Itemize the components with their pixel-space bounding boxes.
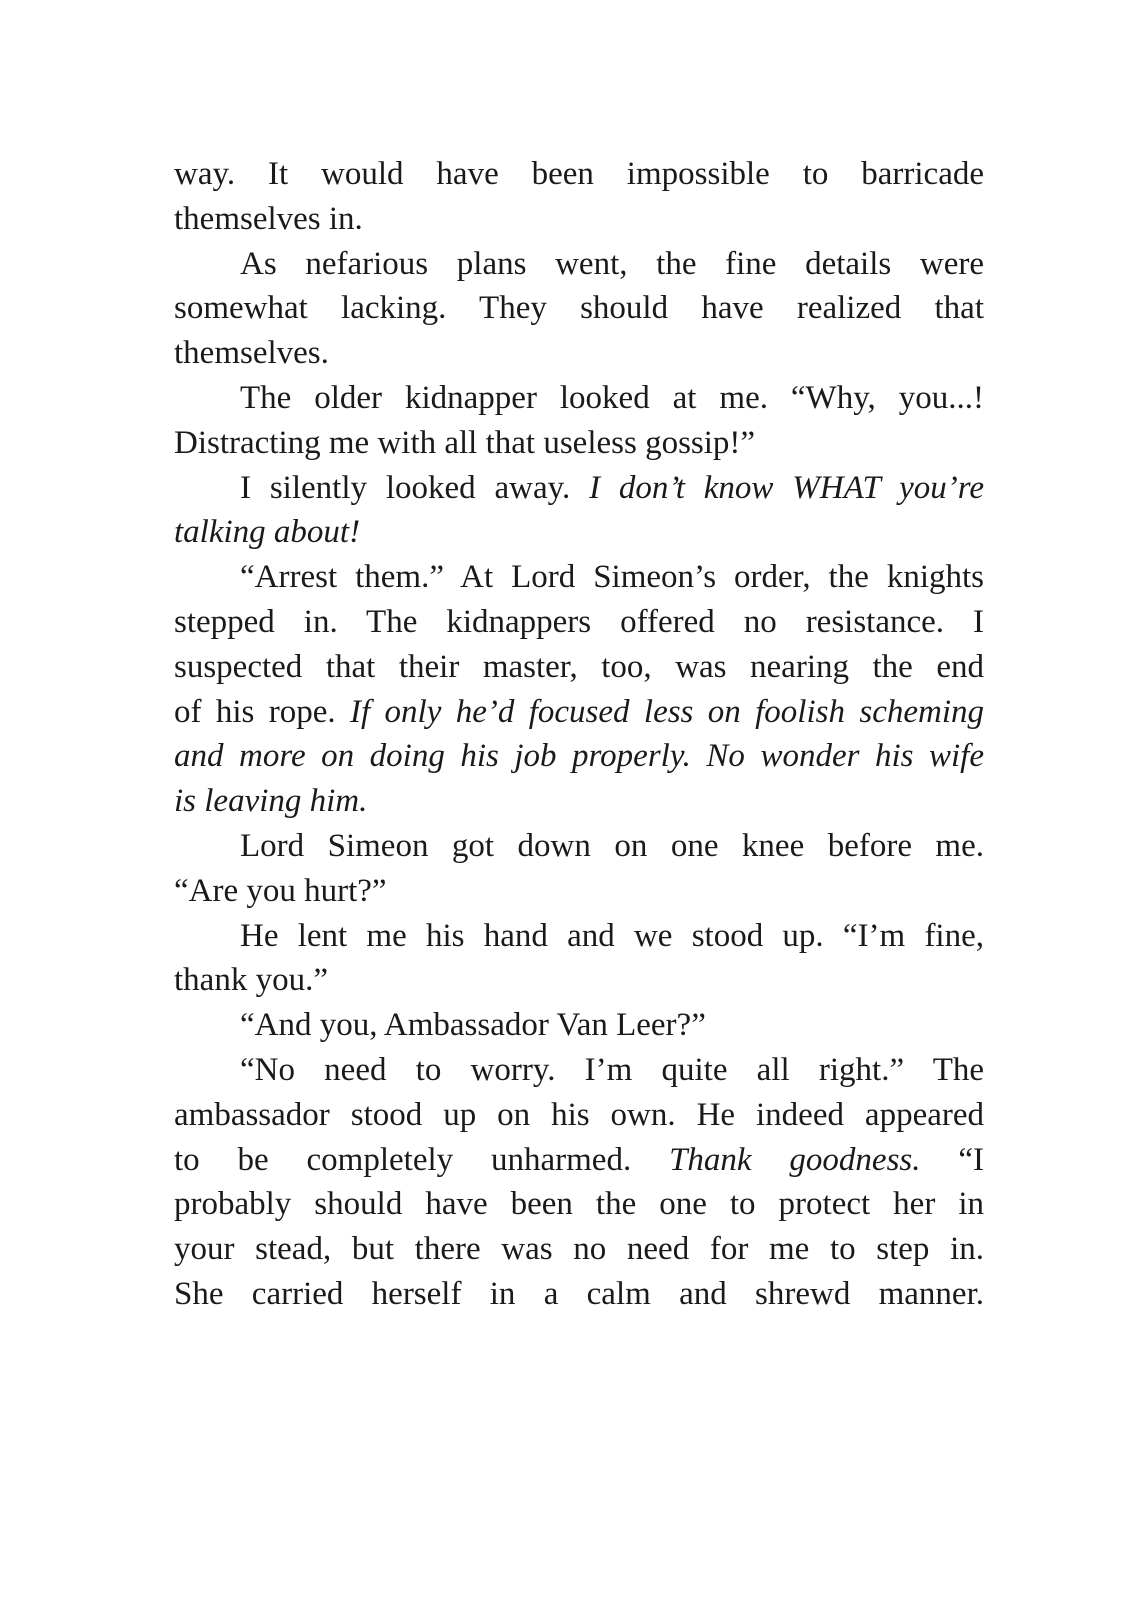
text-line xyxy=(174,242,984,287)
text-line xyxy=(174,555,984,600)
text-segment: your stead, but there was no need for me to step in. xyxy=(174,1231,984,1268)
italic-text-segment: talking about! xyxy=(174,514,361,551)
text-line xyxy=(174,1182,984,1227)
text-segment: stepped in. The kidnappers offered no resistance. I xyxy=(174,603,984,640)
text-segment: “I xyxy=(920,1141,984,1178)
text-line xyxy=(174,734,984,779)
text-line xyxy=(174,1227,984,1272)
text-segment: themselves. xyxy=(174,335,329,372)
text-segment: The older kidnapper looked at me. “Why, you...! xyxy=(240,379,984,416)
text-segment: I silently looked away. xyxy=(240,469,590,506)
text-segment: She carried herself in a calm and shrewd manner. xyxy=(174,1275,984,1312)
text-line xyxy=(174,1048,984,1093)
text-line xyxy=(174,958,984,1003)
text-line xyxy=(174,1138,984,1183)
text-line xyxy=(174,376,984,421)
text-line xyxy=(174,286,984,331)
text-segment: suspected that their master, too, was nearing the end xyxy=(174,648,984,685)
text-line xyxy=(174,869,984,914)
italic-text-segment: and more on doing his job properly. No wonder his wife xyxy=(174,738,984,775)
text-line xyxy=(174,331,984,376)
text-segment: “No need to worry. I’m quite all right.” The xyxy=(240,1051,984,1088)
italic-text-segment: is leaving him. xyxy=(174,783,368,820)
italic-text-segment: If only he’d focused less on foolish scheming xyxy=(350,693,984,730)
text-segment: somewhat lacking. They should have realized that xyxy=(174,290,984,327)
text-line xyxy=(174,645,984,690)
text-line xyxy=(174,421,984,466)
text-line xyxy=(174,690,984,735)
text-line xyxy=(174,197,984,242)
text-segment: Lord Simeon got down on one knee before me. xyxy=(240,827,984,864)
text-segment: As nefarious plans went, the fine details were xyxy=(240,245,984,282)
text-line xyxy=(174,1272,984,1317)
text-segment: of his rope. xyxy=(174,693,350,730)
text-segment: “And you, Ambassador Van Leer?” xyxy=(240,1007,706,1044)
text-segment: “Arrest them.” At Lord Simeon’s order, the knights xyxy=(240,559,984,596)
text-segment: way. It would have been impossible to barricade xyxy=(174,156,984,192)
text-line xyxy=(174,779,984,824)
text-line xyxy=(174,914,984,959)
text-segment: themselves in. xyxy=(174,200,363,237)
text-segment: probably should have been the one to protect her in xyxy=(174,1186,984,1223)
text-line xyxy=(174,1003,984,1048)
text-segment: to be completely unharmed. xyxy=(174,1141,670,1178)
text-segment: “Are you hurt?” xyxy=(174,872,387,909)
text-line xyxy=(174,1093,984,1138)
text-segment: ambassador stood up on his own. He indeed appeared xyxy=(174,1096,984,1133)
page-body-text xyxy=(174,152,984,1317)
italic-text-segment: Thank goodness. xyxy=(669,1141,921,1178)
text-line xyxy=(174,824,984,869)
text-segment: He lent me his hand and we stood up. “I’m fine, xyxy=(240,917,984,954)
text-line xyxy=(174,600,984,645)
text-segment: thank you.” xyxy=(174,962,328,999)
text-line xyxy=(174,466,984,511)
text-segment: Distracting me with all that useless gossip!” xyxy=(174,424,756,461)
italic-text-segment: I don’t know WHAT you’re xyxy=(589,469,984,506)
text-line xyxy=(174,510,984,555)
text-line xyxy=(174,152,984,197)
